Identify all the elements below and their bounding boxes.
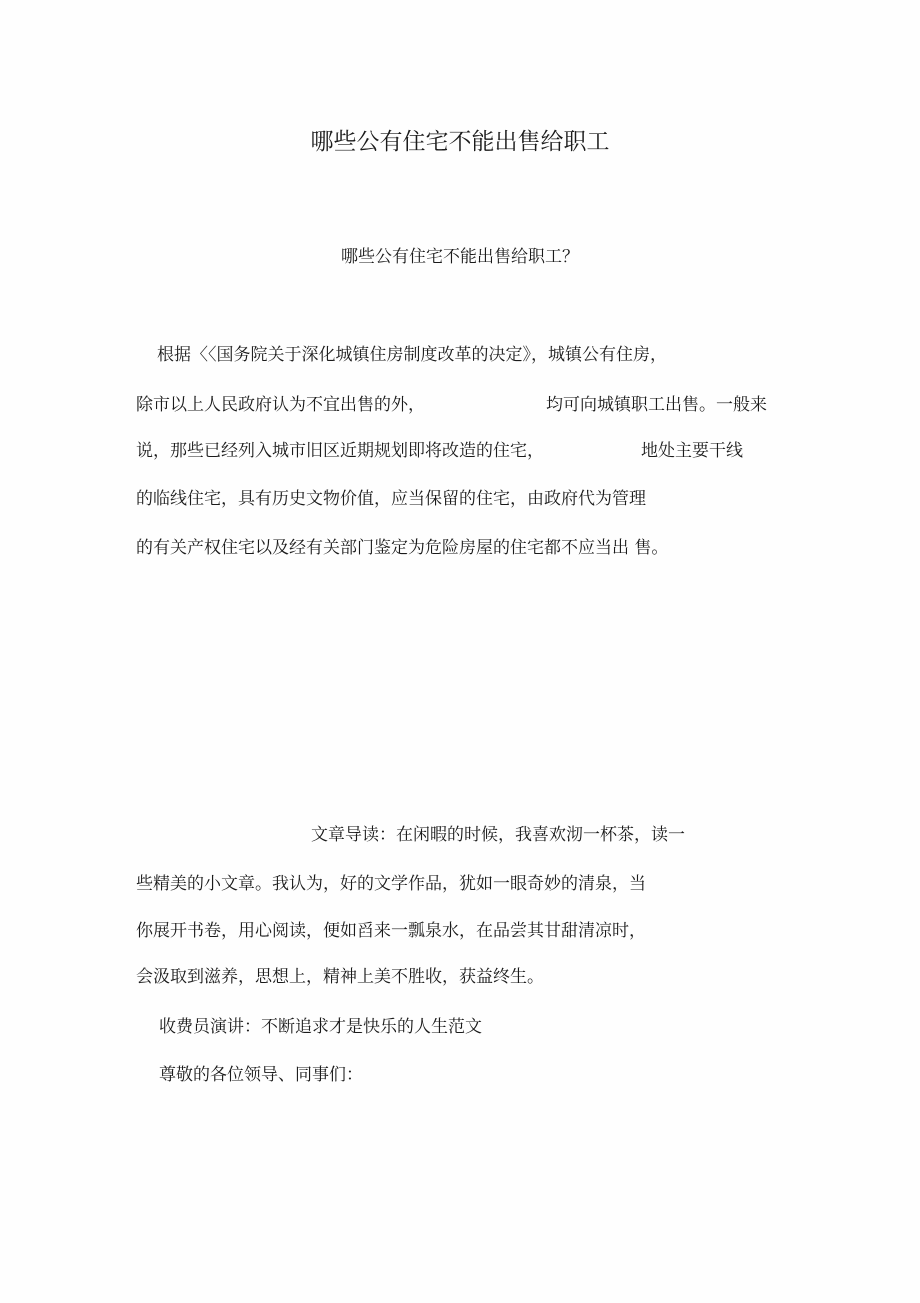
- paragraph1-line5: 的有关产权住宅以及经有关部门鉴定为危险房屋的住宅都不应当出 售。: [136, 538, 669, 558]
- paragraph2-line3: 你展开书卷，用心阅读，便如舀来一瓢泉水，在品尝其甘甜清凉时，: [136, 921, 646, 941]
- paragraph1-line1: 根据〈〈国务院关于深化城镇住房制度改革的决定》，城镇公有住房，: [157, 345, 667, 365]
- greeting: 尊敬的各位领导、同事们：: [159, 1065, 363, 1085]
- document-title: 哪些公有住宅不能出售给职工: [310, 129, 610, 155]
- speech-title: 收费员演讲：不断追求才是快乐的人生范文: [159, 1017, 482, 1037]
- paragraph1-line3-part2: 地处主要干线: [641, 441, 743, 461]
- paragraph2-line1: 文章导读：在闲暇的时候，我喜欢沏一杯茶，读一: [311, 825, 685, 845]
- paragraph1-line3: [136, 438, 920, 464]
- paragraph2-line2: 些精美的小文章。我认为，好的文学作品，犹如一眼奇妙的清泉，当: [136, 874, 646, 894]
- paragraph1-line2-part2: 均可向城镇职工出售。一般来: [546, 395, 767, 415]
- paragraph1-line2: [136, 392, 920, 418]
- paragraph1-line4: 的临线住宅，具有历史文物价值，应当保留的住宅，由政府代为管理: [136, 489, 646, 509]
- paragraph1-line3-part1: 说，那些已经列入城市旧区近期规划即将改造的住宅，: [136, 441, 544, 461]
- document-subtitle: 哪些公有住宅不能出售给职工？: [341, 247, 579, 267]
- paragraph1-line2-part1: 除市以上人民政府认为不宜出售的外，: [136, 395, 425, 415]
- paragraph2-line4: 会汲取到滋养，思想上，精神上美不胜收，获益终生。: [136, 967, 544, 987]
